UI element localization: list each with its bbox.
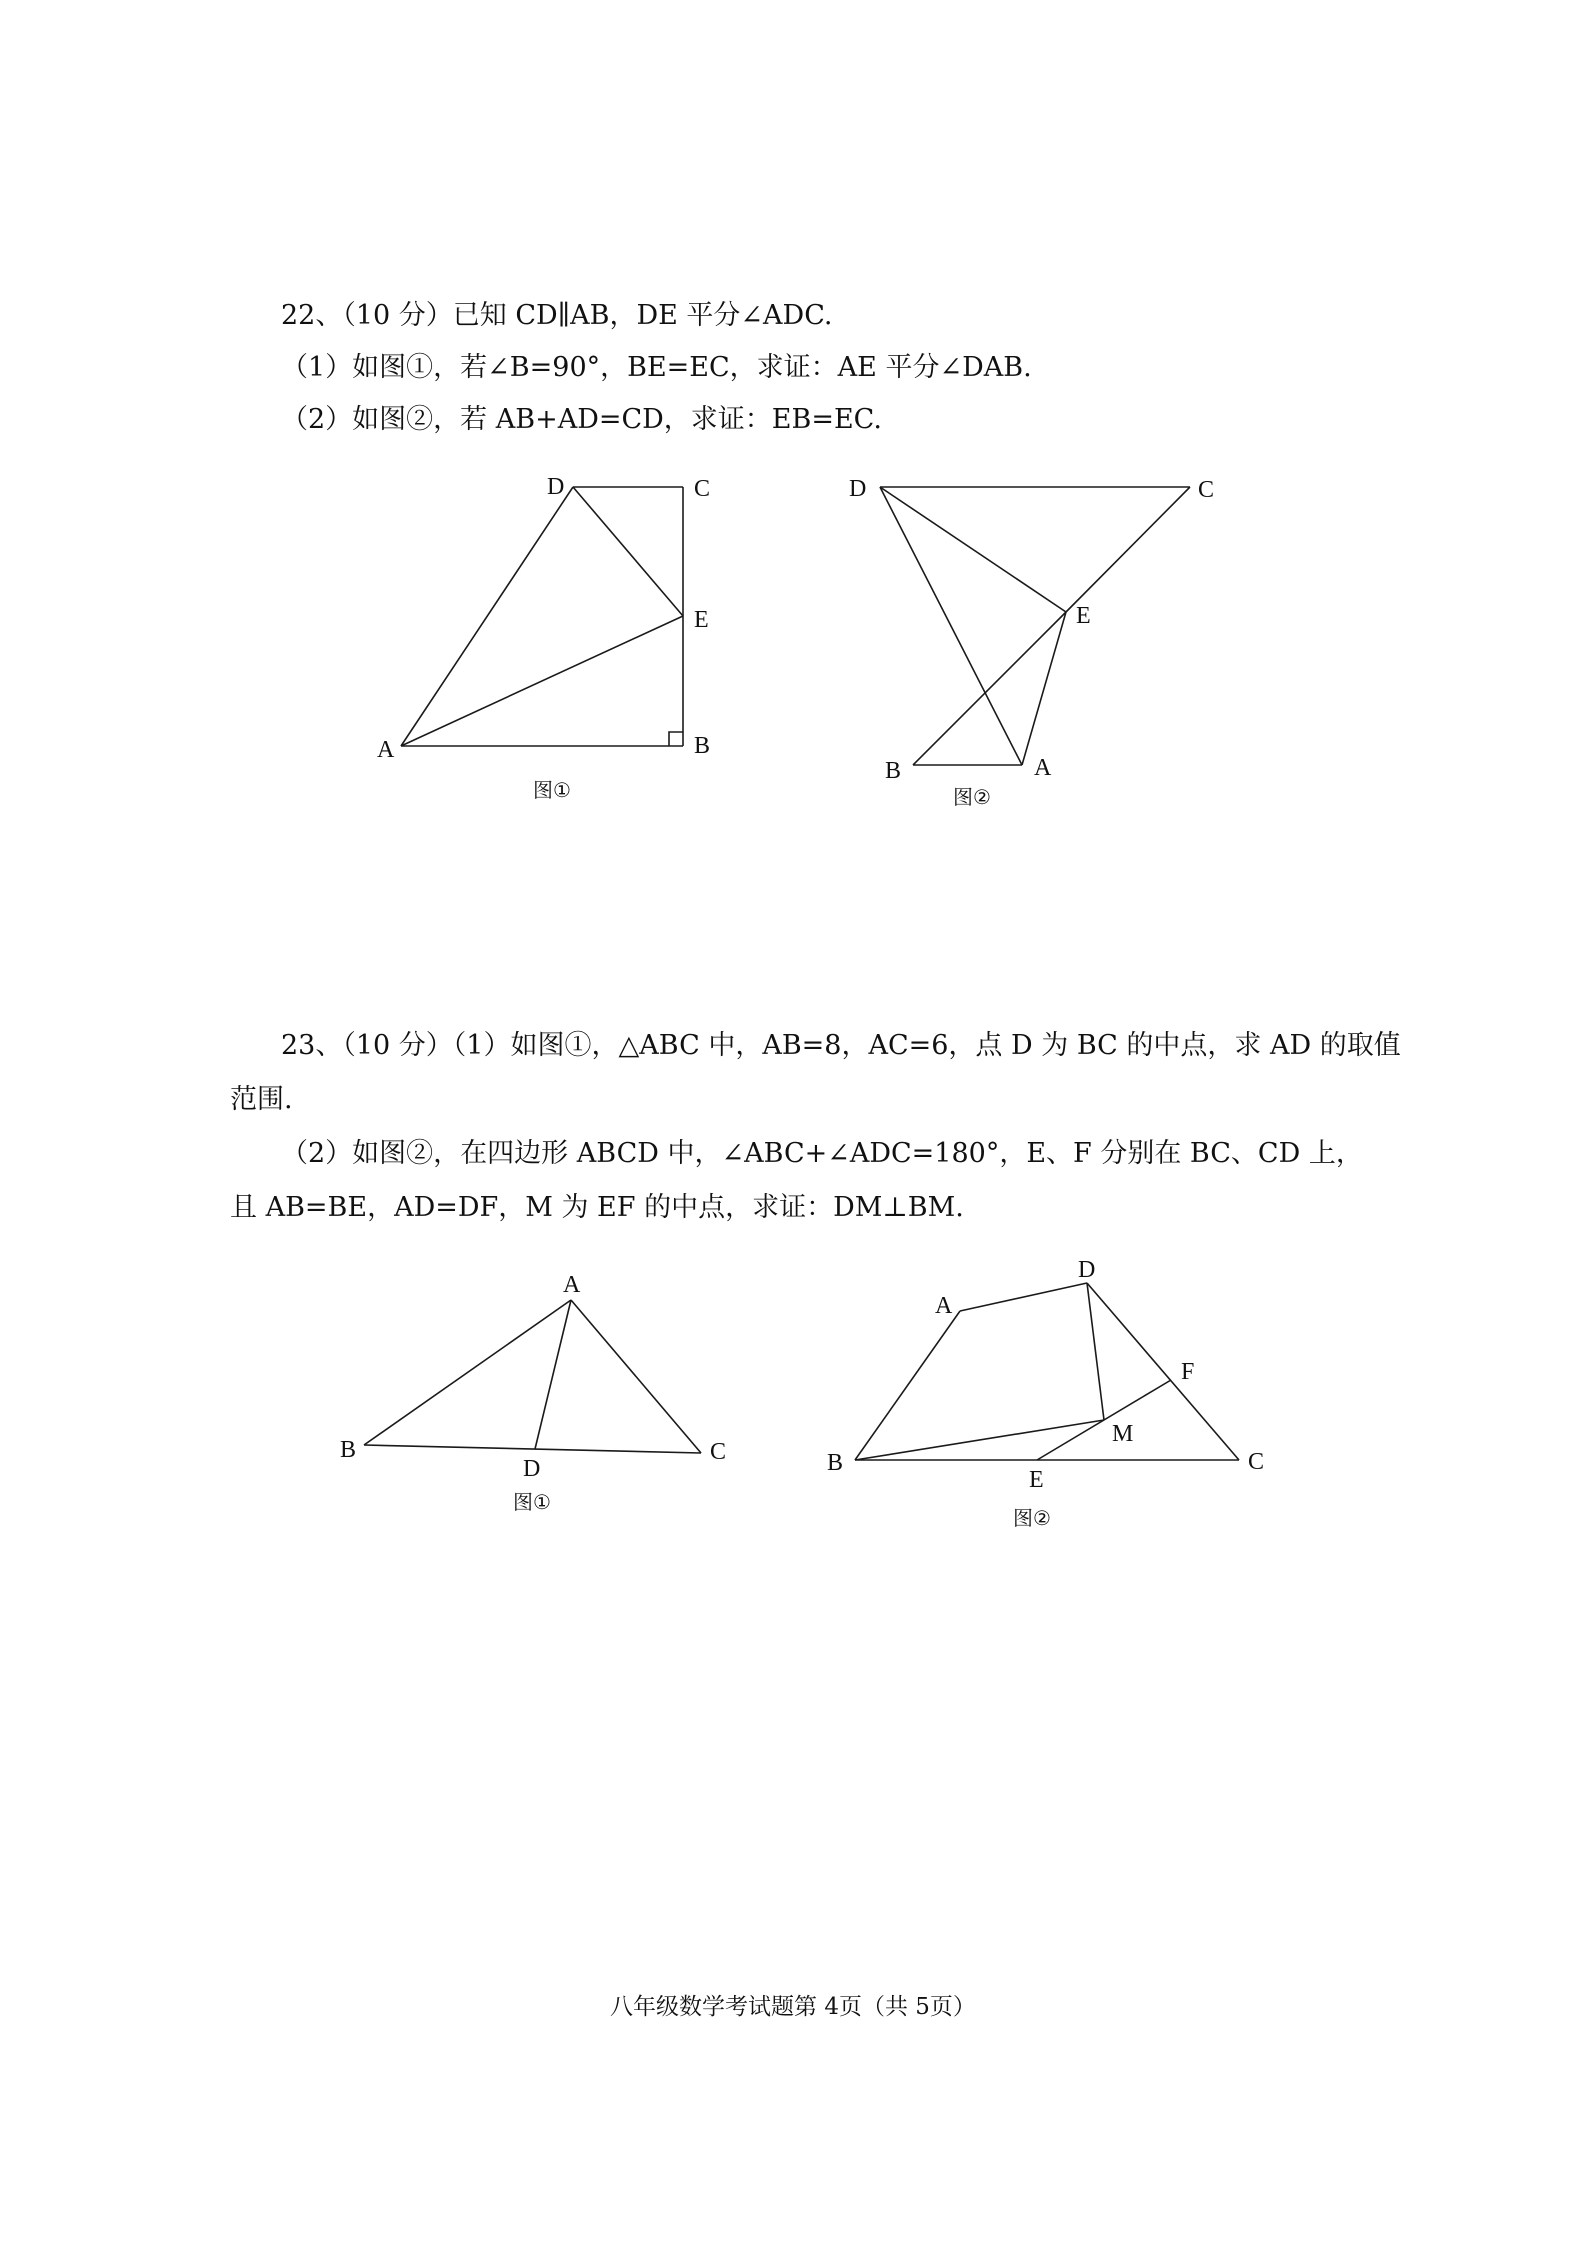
page-footer: 八年级数学考试题第 4页（共 5页） [610,1994,976,2020]
q22-fig2-label-A: A [1034,755,1052,781]
q23-fig2-label-D: D [1078,1257,1096,1283]
q23-fig2-segment-AD [960,1283,1087,1311]
q22-stem: 22、（10 分）已知 CD∥AB，DE 平分∠ADC. [281,300,833,331]
q22-fig2-label-D: D [849,476,867,502]
q22-part1: （1）如图①，若∠B=90°，BE=EC，求证：AE 平分∠DAB. [281,352,1032,383]
q23-fig2-segment-DM [1087,1283,1104,1420]
q23-fig2-segment-DC [1087,1283,1239,1460]
q23-fig2-label-C: C [1248,1449,1265,1475]
q23-fig2-label-F: F [1181,1359,1195,1385]
q23-fig2-label-A: A [935,1293,953,1319]
q22-fig2-label-E: E [1076,603,1091,629]
q23-fig2-caption: 图② [1013,1506,1051,1530]
q23-fig1-caption: 图① [513,1490,551,1514]
q22-fig2-label-C: C [1198,477,1215,503]
q22-fig2-caption: 图② [953,785,991,809]
q22-fig1-label-C: C [694,476,711,502]
q23-fig2-segment-EF [1037,1380,1171,1460]
q22-fig2-label-B: B [885,758,902,784]
q22-fig1-label-A: A [377,737,395,763]
q22-fig1-label-B: B [694,733,711,759]
q23-fig2-label-M: M [1112,1421,1134,1447]
q23-stem-line2: 范围. [230,1084,293,1115]
q23-fig2-segment-AB [855,1311,960,1460]
q22-part2: （2）如图②，若 AB+AD=CD，求证：EB=EC. [281,404,882,435]
q23-fig1-label-D: D [523,1456,541,1482]
q23-fig1-label-A: A [563,1272,581,1298]
q23-part2-line1: （2）如图②，在四边形 ABCD 中，∠ABC+∠ADC=180°，E、F 分别在 BC、CD 上， [281,1138,1363,1169]
q23-stem-line1: 23、（10 分）（1）如图①，△ABC 中，AB=8，AC=6，点 D 为 BC 的中点，求 AD 的取值 [281,1030,1401,1061]
q22-fig1-label-D: D [547,474,565,500]
q23-fig2-segment-BM [855,1420,1104,1460]
q23-fig2-label-E: E [1029,1467,1044,1493]
q23-part2-line2: 且 AB=BE，AD=DF，M 为 EF 的中点，求证：DM⊥BM. [230,1192,964,1223]
q22-fig1-caption: 图① [533,778,571,802]
q23-fig2-label-B: B [827,1450,844,1476]
q22-fig1-label-E: E [694,607,709,633]
q23-fig1-label-C: C [710,1439,727,1465]
q23-fig1-label-B: B [340,1437,357,1463]
